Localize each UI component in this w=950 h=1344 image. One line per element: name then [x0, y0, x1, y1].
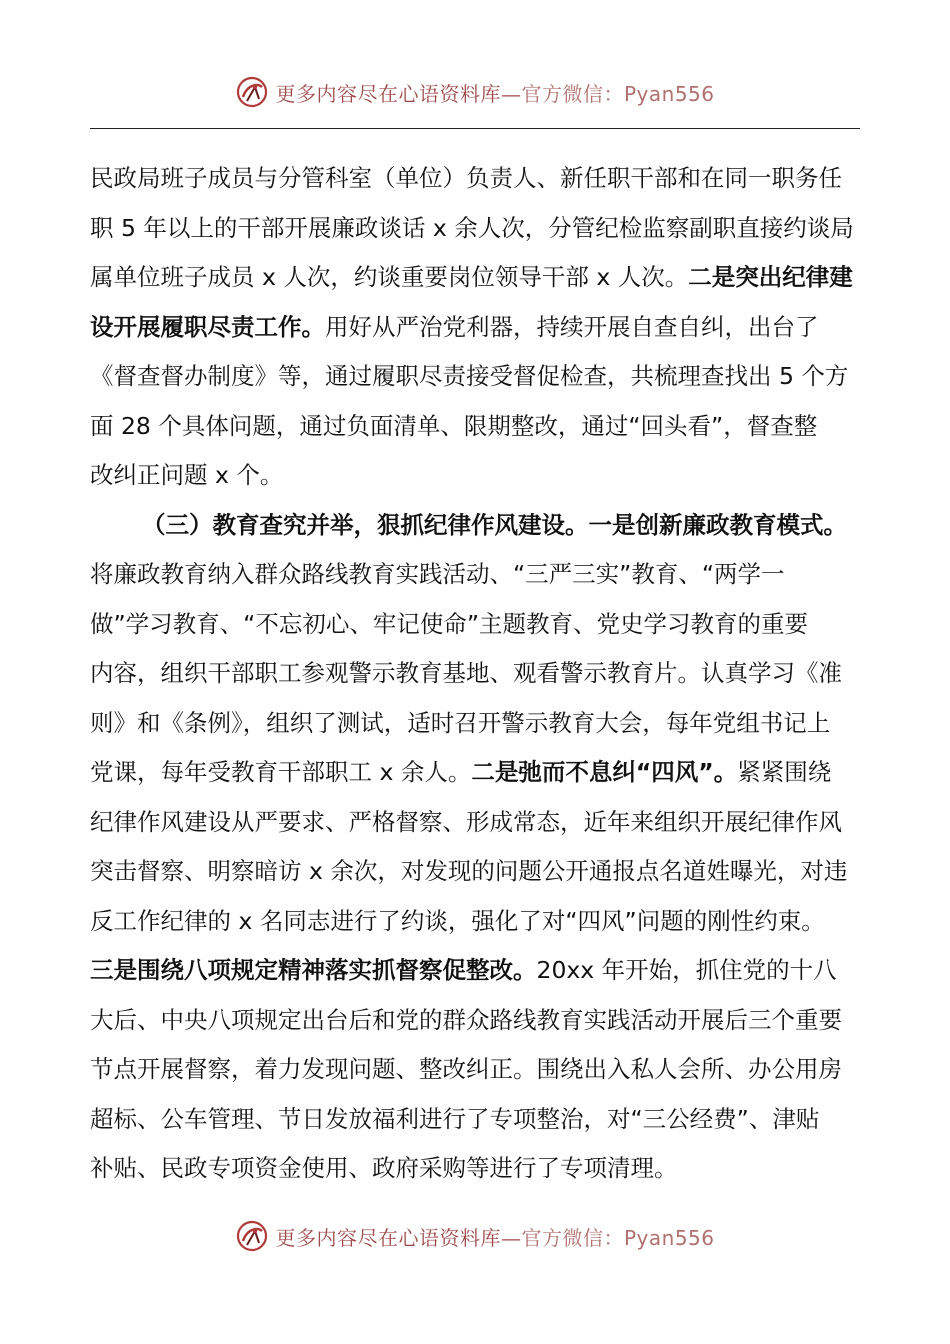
body-line — [90, 253, 860, 303]
bold-heading: 设开展履职尽责工作。 — [90, 312, 325, 341]
body-line: 将廉政教育纳入群众路线教育实践活动、“三严三实”教育、“两学一 — [90, 560, 785, 588]
watermark-dash: — — [500, 81, 522, 106]
bold-heading: 二是突出纪律建 — [688, 263, 853, 291]
document-body — [90, 154, 860, 1194]
body-line: 补贴、民政专项资金使用、政府采购等进行了专项清理。 — [90, 1154, 678, 1182]
body-line: 改纠正问题 x 个。 — [90, 461, 284, 489]
body-line: 突击督察、明察暗访 x 余次，对发现的问题公开通报点名道姓曝光，对违 — [90, 857, 848, 885]
body-text: 20xx 年开始，抓住党的十八 — [536, 956, 837, 984]
body-text: 用好从严治党利器，持续开展自查自纠，出台了 — [325, 312, 819, 341]
watermark-handle: Pyan556 — [623, 81, 715, 106]
body-line — [90, 303, 860, 353]
body-text: 属单位班子成员 x 人次，约谈重要岗位领导干部 x 人次。 — [90, 263, 689, 291]
header-watermark — [0, 72, 950, 112]
watermark-text — [275, 1222, 714, 1251]
watermark-dash: — — [500, 1225, 522, 1250]
body-line: 面 28 个具体问题，通过负面清单、限期整改，通过“回头看”，督查整 — [90, 411, 818, 440]
section-title: （三）教育查究并举，狠抓纪律作风建设。一是创新廉政教育模式。 — [142, 510, 847, 539]
watermark-text — [275, 78, 714, 107]
body-line: 《督查督办制度》等，通过履职尽责接受督促检查，共梳理查找出 5 个方 — [90, 362, 849, 390]
body-line: 超标、公车管理、节日发放福利进行了专项整治，对“三公经费”、津贴 — [90, 1104, 820, 1133]
brand-logo-icon — [235, 1219, 269, 1253]
watermark-wechat-label: 官方微信： — [521, 1225, 624, 1250]
watermark-main: 更多内容尽在心语资料库 — [275, 81, 501, 106]
body-line: 则》和《条例》，组织了测试，适时召开警示教育大会，每年党组书记上 — [90, 708, 831, 737]
body-line: 大后、中央八项规定出台后和党的群众路线教育实践活动开展后三个重要 — [90, 1005, 842, 1034]
body-line: 纪律作风建设从严要求、严格督察、形成常态，近年来组织开展纪律作风 — [90, 807, 842, 836]
watermark-main: 更多内容尽在心语资料库 — [275, 1225, 501, 1250]
body-line: 反工作纪律的 x 名同志进行了约谈，强化了对“四风”问题的刚性约束。 — [90, 906, 825, 935]
body-line: 做”学习教育、“不忘初心、牢记使命”主题教育、党史学习教育的重要 — [90, 609, 809, 638]
footer-watermark — [0, 1216, 950, 1256]
body-line: 内容，组织干部职工参观警示教育基地、观看警示教育片。认真学习《准 — [90, 659, 842, 687]
body-text: 紧紧围绕 — [737, 758, 832, 786]
body-line — [90, 946, 860, 996]
watermark-handle: Pyan556 — [623, 1225, 715, 1250]
body-text: 党课，每年受教育干部职工 x 余人。 — [90, 758, 472, 786]
section-heading — [90, 501, 860, 551]
body-line: 节点开展督察，着力发现问题、整改纠正。围绕出入私人会所、办公用房 — [90, 1055, 842, 1083]
header-divider — [90, 128, 860, 129]
body-line — [90, 748, 860, 798]
brand-logo-icon — [235, 75, 269, 109]
watermark-wechat-label: 官方微信： — [521, 81, 624, 106]
bold-heading: 三是围绕八项规定精神落实抓督察促整改。 — [90, 956, 537, 984]
bold-heading: 二是弛而不息纠“四风”。 — [471, 758, 738, 786]
body-line: 职 5 年以上的干部开展廉政谈话 x 余人次，分管纪检监察副职直接约谈局 — [90, 213, 854, 242]
body-line: 民政局班子成员与分管科室（单位）负责人、新任职干部和在同一职务任 — [90, 164, 842, 192]
